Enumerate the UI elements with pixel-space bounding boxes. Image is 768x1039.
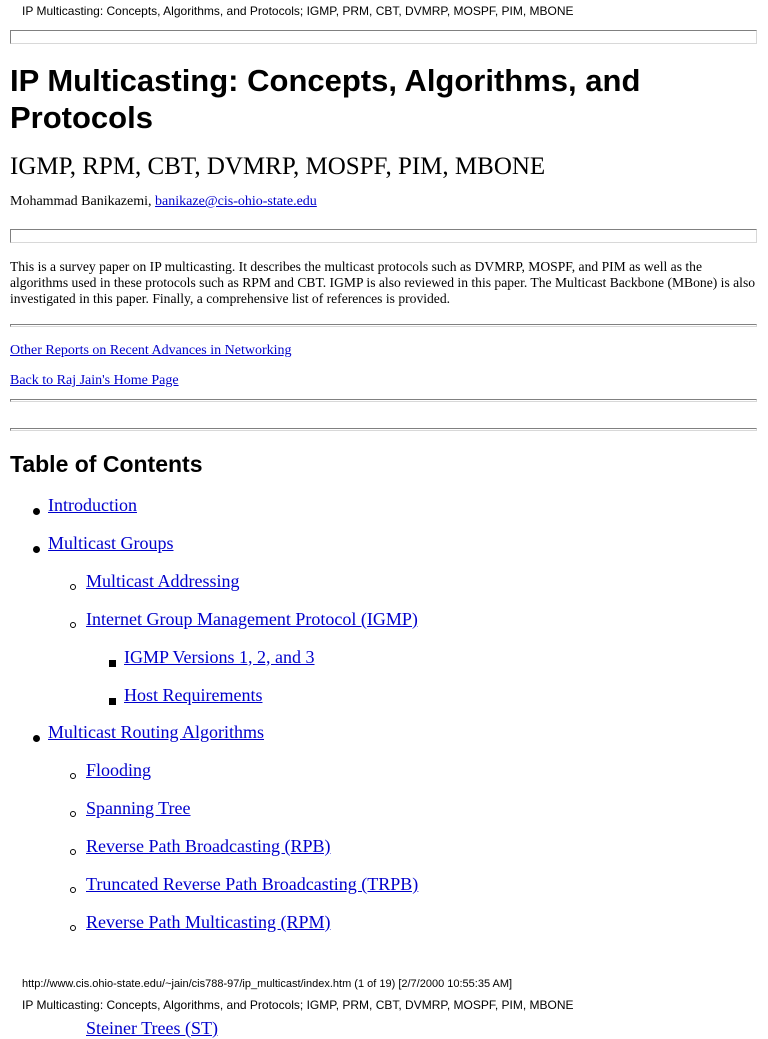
toc-item-link[interactable]: Reverse Path Multicasting (RPM) [86, 911, 331, 932]
toc-item-link[interactable]: Flooding [86, 760, 152, 781]
horizontal-rule [10, 428, 757, 431]
author-email-link[interactable]: banikaze@cis-ohio-state.edu [155, 194, 317, 209]
toc-item-link[interactable]: IGMP Versions 1, 2, and 3 [124, 646, 315, 667]
home-page-link[interactable]: Back to Raj Jain's Home Page [10, 373, 179, 388]
toc-item-cutoff[interactable]: Steiner Trees (ST) [86, 1018, 218, 1038]
toc-bullet-icon [109, 698, 116, 705]
next-page-header: IP Multicasting: Concepts, Algorithms, and Protocols; IGMP, PRM, CBT, DVMRP, MOSPF, PIM, MBONE [22, 998, 574, 1012]
toc-item-link[interactable]: Host Requirements [124, 684, 263, 705]
toc-item-link[interactable]: Multicast Routing Algorithms [48, 722, 265, 743]
toc-bullet-icon [70, 925, 76, 931]
toc-bullet-icon [70, 773, 76, 779]
other-reports-link[interactable]: Other Reports on Recent Advances in Networking [10, 343, 292, 358]
toc-bullet-icon [70, 887, 76, 893]
page-title: IP Multicasting: Concepts, Algorithms, and Protocols [10, 63, 641, 135]
abstract-paragraph: This is a survey paper on IP multicasting. It describes the multicast protocols such as DVMRP, MOSPF, and PIM as well as the algorithms used in these protocols such as RPM and CBT. IGMP is also reviewed in this paper. The Multicast Backbone (MBone) is also investigated in this paper. Finally, a comprehensive list of references is provided. [10, 259, 756, 306]
toc-item-link[interactable]: Reverse Path Broadcasting (RPB) [86, 836, 331, 857]
horizontal-rule [10, 399, 757, 402]
horizontal-rule [10, 30, 757, 44]
print-header: IP Multicasting: Concepts, Algorithms, and Protocols; IGMP, PRM, CBT, DVMRP, MOSPF, PIM, MBONE [22, 4, 574, 18]
toc-item-link[interactable]: Internet Group Management Protocol (IGMP) [86, 608, 418, 629]
toc-item-link[interactable]: Multicast Groups [48, 532, 174, 553]
toc-bullet-icon [70, 849, 76, 855]
toc-bullet-icon [33, 546, 40, 553]
toc-bullet-icon [109, 660, 116, 667]
toc-bullet-icon [70, 622, 76, 628]
toc-item-link[interactable]: Introduction [48, 495, 137, 515]
page-subtitle: IGMP, RPM, CBT, DVMRP, MOSPF, PIM, MBONE [10, 153, 546, 180]
toc-item-link[interactable]: Spanning Tree [86, 798, 191, 819]
toc-bullet-icon [33, 508, 40, 515]
horizontal-rule [10, 229, 757, 243]
footer-url: http://www.cis.ohio-state.edu/~jain/cis788-97/ip_multicast/index.htm (1 of 19) [2/7/2000 10:55:35 AM] [22, 978, 513, 990]
author-line [10, 194, 317, 210]
author-name: Mohammad Banikazemi, [10, 194, 152, 209]
toc-heading: Table of Contents [10, 451, 203, 477]
toc-bullet-icon [70, 584, 76, 590]
toc-bullet-icon [70, 811, 76, 817]
toc-bullet-icon [33, 735, 40, 742]
toc-item-link[interactable]: Truncated Reverse Path Broadcasting (TRPB) [86, 874, 419, 894]
horizontal-rule [10, 324, 757, 327]
toc-item-link[interactable]: Multicast Addressing [86, 570, 240, 591]
